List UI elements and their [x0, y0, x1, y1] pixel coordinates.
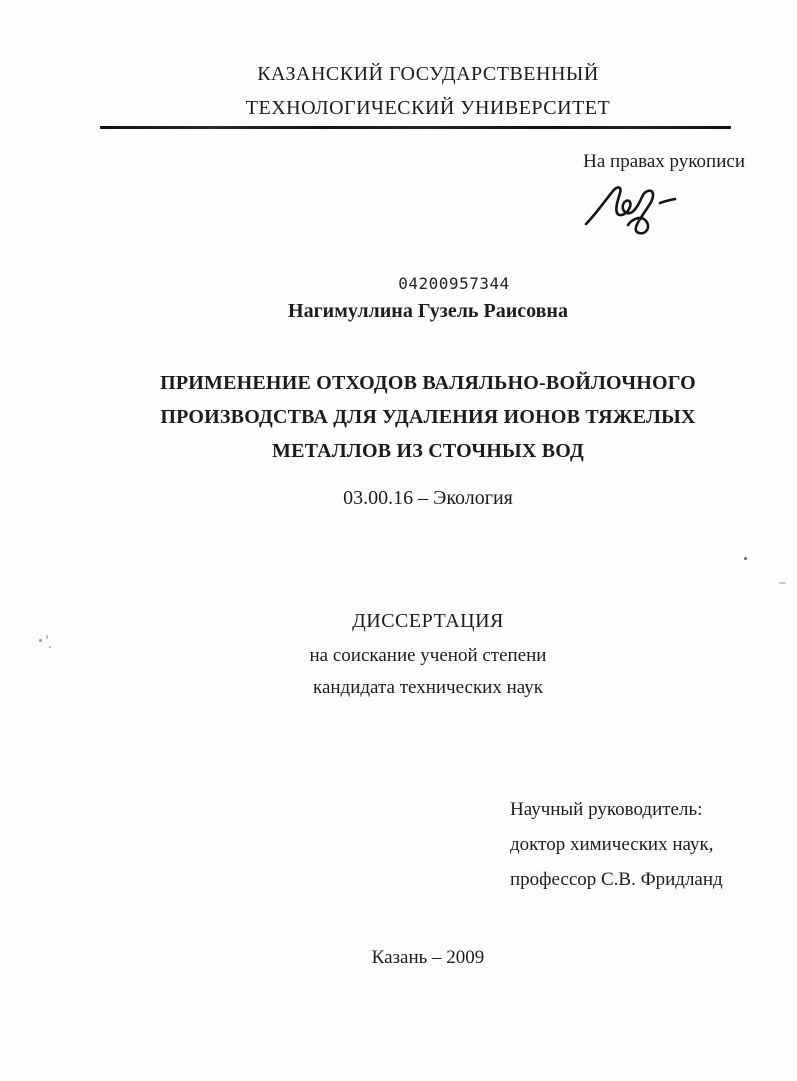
document-type-label: ДИССЕРТАЦИЯ [352, 610, 504, 632]
manuscript-rights-note: На правах рукописи [583, 151, 745, 172]
supervisor-label: Научный руководитель: [510, 799, 703, 820]
title-line-2: ПРОИЗВОДСТВА ДЛЯ УДАЛЕНИЯ ИОНОВ ТЯЖЕЛЫХ [160, 406, 696, 428]
title-line-1: ПРИМЕНЕНИЕ ОТХОДОВ ВАЛЯЛЬНО-ВОЙЛОЧНОГО [160, 372, 696, 394]
specialty-code: 03.00.16 – Экология [343, 487, 513, 509]
city-year-line: Казань – 2009 [371, 947, 485, 968]
scan-noise-speck [39, 639, 42, 642]
registration-code: 04200957344 [398, 274, 510, 293]
signature-icon [582, 176, 682, 238]
supervisor-block [510, 792, 723, 897]
supervisor-name: профессор С.В. Фридланд [510, 869, 723, 890]
scan-noise-speck [744, 557, 747, 560]
author-name: Нагимуллина Гузель Раисовна [288, 300, 568, 322]
degree-purpose-line2: кандидата технических наук [313, 677, 543, 698]
university-name-line2: ТЕХНОЛОГИЧЕСКИЙ УНИВЕРСИТЕТ [245, 97, 611, 119]
title-line-3: МЕТАЛЛОВ ИЗ СТОЧНЫХ ВОД [272, 440, 584, 462]
scan-noise-speck [49, 646, 51, 648]
degree-purpose-line1: на соискание ученой степени [309, 645, 547, 666]
dissertation-title [63, 366, 793, 468]
scan-noise-speck [779, 582, 786, 584]
scan-noise-speck [46, 635, 48, 639]
university-name-line1: КАЗАНСКИЙ ГОСУДАРСТВЕННЫЙ [257, 63, 599, 85]
header-divider-rule [100, 126, 731, 129]
supervisor-degree: доктор химических наук, [510, 834, 714, 855]
